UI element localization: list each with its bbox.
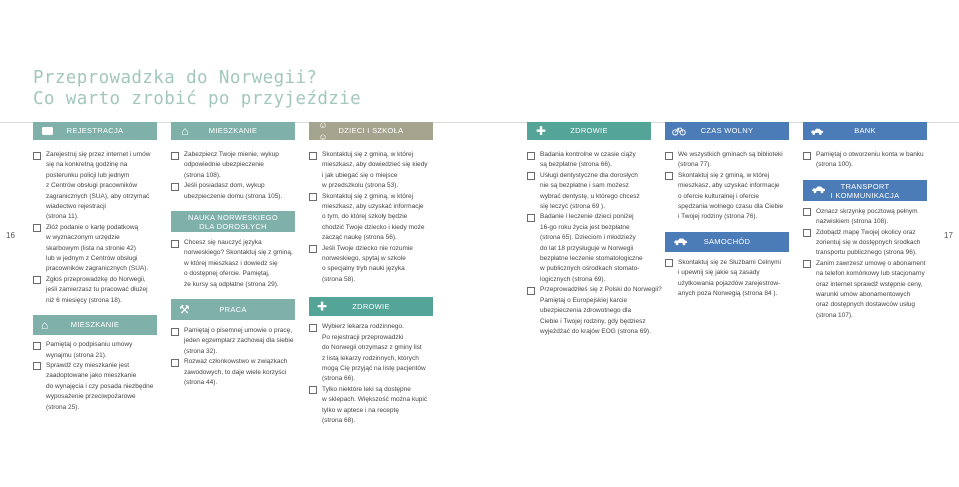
item-text: Rozważ członkowstwo w związkach [184,358,288,366]
item-text: Badanie i leczenie dzieci poniżej [540,213,634,221]
section-header-transport [803,180,927,201]
checklist-item [171,357,301,388]
tab-label: REJESTRACJA [66,126,124,135]
item-text: nie są bezpłatne i sam możesz [540,182,629,190]
item-text: oraz dostępnych dostawców usług [816,301,916,309]
section-header-label: SAMOCHÓD [703,236,751,246]
item-text: (strona 107). [816,311,853,319]
checkbox[interactable] [33,276,41,284]
page-number-left: 16 [6,231,15,240]
item-text: (strona 77). [678,161,712,169]
tab-mieszkanie [171,122,295,140]
item-text: Skontaktuj się z gminą, w której [678,171,770,179]
item-text: mieszkasz, aby dowiedzieć się kiedy [322,161,428,169]
item-text: zacząć naukę (strona 56). [322,234,397,242]
item-text: w której mieszkasz i dowiedz się [184,259,278,267]
item-text: 16-go roku życia jest bezpłatne [540,223,630,231]
item-text: (strona 66). [322,375,356,383]
item-text: Tylko niektóre leki są dostępne [322,385,411,393]
item-text: oraz internet sprawdź wstępnie ceny, [816,280,923,288]
item-text: Zarejestruj się przez internet i umów [46,151,151,158]
checklist [665,150,800,223]
checklist-item [33,150,161,223]
checkbox[interactable] [309,245,317,253]
item-text: użytkowania pojazdów zarejestrow- [678,279,781,287]
item-text: ubezpieczenie domu (strona 105). [184,192,283,200]
car-icon [810,125,824,137]
item-text: zorientuj się w dostępnych środkach [816,239,921,247]
item-text: lub w jednym z Centrów obsługi [46,255,138,263]
checkbox[interactable] [527,172,535,180]
item-text: Jeśli Twoje dziecko nie rozumie [322,244,413,252]
tab-dzieci-i-szkola [309,122,433,140]
checklist-item [171,238,301,290]
checklist-item [527,212,662,285]
item-text: (strona 68). [322,416,356,424]
item-text: wybrać dentystę, u którego chcesz [540,192,640,200]
item-text: Jeśli posiadasz dom, wykup [184,182,265,190]
item-text: warunki umów abonamentowych [816,291,911,299]
tab-czas-wolny [665,122,789,140]
section-header-label: MIESZKANIE [70,320,120,330]
item-text: wiadectwo rejestracji [46,203,106,211]
checkbox[interactable] [527,152,535,160]
section-header-label: TRANSPORT [840,181,890,191]
checklist [803,150,938,171]
checklist-item [527,285,662,337]
car-icon [673,232,688,252]
tab-label: CZAS WOLNY [700,126,754,135]
item-text: zawodowych, to daje wiele korzyści [184,368,287,376]
item-text: anych poza Norwegią (strona 84 ). [678,290,778,298]
item-text: w przedszkolu (strona 53). [322,182,399,190]
checklist-item [803,150,938,171]
item-text: posterunku policji lub jednym [46,171,130,179]
item-text: wynajmu (strona 21). [46,351,107,359]
item-text: Pamiętaj o podpisaniu umowy [46,341,133,349]
item-text: pracowników zagranicznych (SUA). [46,265,149,273]
section-header-label: NAUKA NORWESKIEGO [188,213,278,223]
checklist [171,326,301,388]
item-text: Zanim zawrzesz umowę o abonament [816,259,926,267]
item-text: niż 6 miesięcy (strona 18). [46,296,122,304]
item-text: norweskiego, spytaj w szkole [322,255,406,263]
tab-label: DZIECI I SZKOŁA [338,126,404,135]
item-text: norweskiego? Skontaktuj się z gminą, [184,249,293,257]
tab-label: MIESZKANIE [208,126,258,135]
checkbox[interactable] [171,359,179,367]
item-text: Pamiętaj o otworzeniu konta w banku [816,151,924,158]
checklist-item [33,340,161,361]
checkbox[interactable] [33,342,41,350]
item-text: zaadoptowane jako mieszkanie [46,372,137,380]
item-text: Wybierz lekarza rodzinnego. [322,323,404,331]
checkbox[interactable] [171,183,179,191]
house-icon: ⌂ [41,318,49,333]
checkbox[interactable] [803,229,811,237]
title-line-1: Przeprowadzka do Norwegii? [33,68,318,88]
item-text: z Centrów obsługi pracowników [46,182,138,190]
cross-icon: ✚ [535,124,547,138]
hammer-icon: ⚒ [179,302,191,317]
checklist-item [665,258,800,300]
section-header-label: ZDROWIE [352,302,390,312]
section-header-label: DLA DOROSŁYCH [199,222,267,232]
item-text: i Twojej rodziny (strona 76). [678,213,758,221]
item-text: Zgłoś przeprowadzkę do Norwegii, [46,275,146,283]
column-rejestracja [33,150,161,413]
item-text: (strona 11). [46,213,79,221]
house-icon: ⌂ [181,124,189,138]
item-text: w publicznych ośrodkach stomato- [540,265,640,273]
section-header-label: I KOMMUNIKACJA [830,190,900,200]
checklist-item [665,171,800,223]
item-text: Usługi dentystyczne dla dorosłych [540,171,638,179]
item-text: do lat 18 przysługuje w Norwegii [540,244,634,252]
item-text: Zabezpiecz Twoje mienie, wykup [184,151,279,158]
checklist-item [803,207,938,228]
checklist-item [803,259,938,321]
item-text: Po rejestracji przeprowadzki [322,333,404,341]
checklist-item [309,192,449,244]
checklist [527,150,662,337]
checkbox[interactable] [803,208,811,216]
cross-icon: ✚ [317,299,328,314]
item-text: w wyznaczonym urzędzie [46,234,120,242]
item-text: (strona 32). [184,347,218,355]
item-text: Badania kontrolne w czasie ciąży [540,151,636,158]
item-text: (strona 100). [816,161,853,169]
column-dzieci-i-szkola [309,150,449,426]
item-text: Chcesz się nauczyć języka [184,239,262,247]
checklist [665,258,800,300]
title-line-2: Co warto zrobić po przyjeździe [33,89,362,109]
item-text: o ofercie kulturalnej i ofercie [678,192,759,200]
item-text: i upewnij się jakie są zasady [678,269,760,277]
column-czas-wolny [665,150,800,299]
checklist-item [33,361,161,413]
checkbox[interactable] [33,362,41,370]
checklist-item [527,150,662,171]
checklist-item [309,322,449,384]
item-text: się na konkretną godzinę na [46,161,128,169]
item-text: bezpłatne leczenie stomatologiczne [540,255,643,263]
column-zdrowie [527,150,662,337]
item-text: mieszkasz, aby uzyskać informacje [322,203,424,211]
item-text: Zdobądź mapę Twojej okolicy oraz [816,228,916,236]
item-text: z listą lekarzy rodzinnych, których [322,354,419,362]
item-text: zagranicznych (SUA), aby otrzymać [46,192,150,200]
item-text: skarbowym (lista na stronie 42) [46,244,136,252]
checkbox[interactable] [171,152,179,160]
item-text: Oznacz skrzynkę pocztową pełnym [816,207,918,215]
checklist [33,150,161,306]
item-text: odpowiednie ubezpieczenie [184,161,264,169]
section-header-praca [171,299,295,320]
section-header-label: PRACA [219,305,247,315]
checklist-item [527,171,662,213]
checklist [803,207,938,321]
checkbox[interactable] [309,386,317,394]
item-text: (strona 44). [184,379,218,387]
tab-label: BANK [854,126,876,135]
bicycle-icon [672,125,686,137]
item-text: Sprawdź czy mieszkanie jest [46,361,130,369]
column-bank [803,150,938,321]
checkbox[interactable] [33,152,41,160]
item-text: i jak ubiegać się o miejsce [322,171,398,179]
item-text: wyposażenie przeciwpożarowe [46,393,136,401]
item-text: nazwiskiem (strona 108). [816,218,889,226]
item-text: tylko w aptece i na receptę [322,406,399,414]
checkbox[interactable] [309,152,317,160]
checkbox[interactable] [527,287,535,295]
tab-zdrowie [527,122,651,140]
section-header-nauka-norweskiego [171,211,295,232]
checklist-item [309,244,449,286]
page-title [33,68,361,110]
item-text: logicznych (strona 69). [540,275,606,283]
item-text: mieszkasz, aby uzyskać informacje [678,182,780,190]
checkbox[interactable] [309,324,317,332]
checkbox[interactable] [665,259,673,267]
item-text: (strona 65). Dzieciom i młodzieży [540,234,636,242]
column-mieszkanie [171,150,301,389]
item-text: transportu publicznego (strona 96). [816,249,917,257]
checklist [171,238,301,290]
item-text: o tym, do której szkoły będzie [322,213,408,221]
item-text: mogą Cię przyjąć na listę pacjentów [322,364,426,372]
checklist-item [171,326,301,357]
checklist-item [33,223,161,275]
item-text: jeden egzemplarz zachowaj dla siebie [184,337,294,345]
item-text: do wynajęcia i czy posada niezbędne [46,382,154,390]
item-text: Pamiętaj o Europejskiej karcie [540,296,628,304]
checklist [309,150,449,285]
item-text: Ciebie i Twojej rodziny, gdy będziesz [540,317,646,325]
item-text: Skontaktuj się z gminą, w której [322,192,414,200]
item-text: do Norwegii otrzymasz z gminy list [322,344,422,352]
checkbox[interactable] [803,152,811,160]
checklist-item [171,150,301,181]
checkbox[interactable] [803,260,811,268]
children-icon: ☺☺ [318,120,328,142]
item-text: Skontaktuj się ze Służbami Celnymi [678,258,781,266]
item-text: wyjeżdżać do krajów EOG (strona 69). [540,327,651,335]
checklist [171,150,301,202]
page-number-right: 17 [944,231,953,240]
section-header-zdrowie [309,297,433,316]
checklist-item [33,275,161,306]
item-text: ubezpieczenia zdrowotnego dla [540,307,632,315]
item-text: w sklepach. Większość można kupić [322,396,428,404]
briefcase-icon [40,125,54,137]
checklist-item [309,150,449,192]
item-text: jeśli zamierzasz tu pracować dłużej [46,286,148,294]
item-text: chodzić Twoje dziecko i kiedy może [322,223,425,231]
checkbox[interactable] [665,172,673,180]
item-text: (strona 25). [46,403,80,411]
car-icon [811,185,826,195]
item-text: że kursy są odpłatne (strona 29). [184,280,279,288]
checkbox[interactable] [309,193,317,201]
checkbox[interactable] [33,224,41,232]
section-header-mieszkanie [33,315,157,335]
item-text: na telefon komórkowy lub stacjonarny [816,270,925,278]
checklist-item [665,150,800,171]
item-text: są bezpłatne (strona 66). [540,161,612,169]
item-text: o dostępnej ofercie. Pamiętaj, [184,270,270,278]
item-text: Przeprowadziłeś się z Polski do Norwegii? [540,286,662,294]
item-text: Pamiętaj o pisemnej umowie o pracę, [184,327,293,335]
item-text: Złóż podanie o kartę podatkową [46,223,139,231]
checklist [309,322,449,426]
item-text: się leczyć (strona 69 ). [540,203,606,211]
tab-bank [803,122,927,140]
checkbox[interactable] [171,240,179,248]
item-text: (strona 108). [184,171,221,179]
checklist-item [171,181,301,202]
item-text: (strona 58). [322,275,356,283]
item-text: spędzania wolnego czasu dla Ciebie [678,203,784,211]
item-text: We wszystkich gminach są biblioteki [678,151,783,158]
checklist-item [803,228,938,259]
checklist [33,340,161,413]
item-text: o specjalny tryb nauki języka [322,265,405,273]
tab-label: ZDROWIE [570,126,608,135]
checkbox[interactable] [171,328,179,336]
tab-rejestracja [33,122,157,140]
checkbox[interactable] [527,214,535,222]
section-header-samochod [665,232,789,252]
checklist-item [309,385,449,427]
item-text: Skontaktuj się z gminą, w której [322,151,414,158]
checkbox[interactable] [665,152,673,160]
